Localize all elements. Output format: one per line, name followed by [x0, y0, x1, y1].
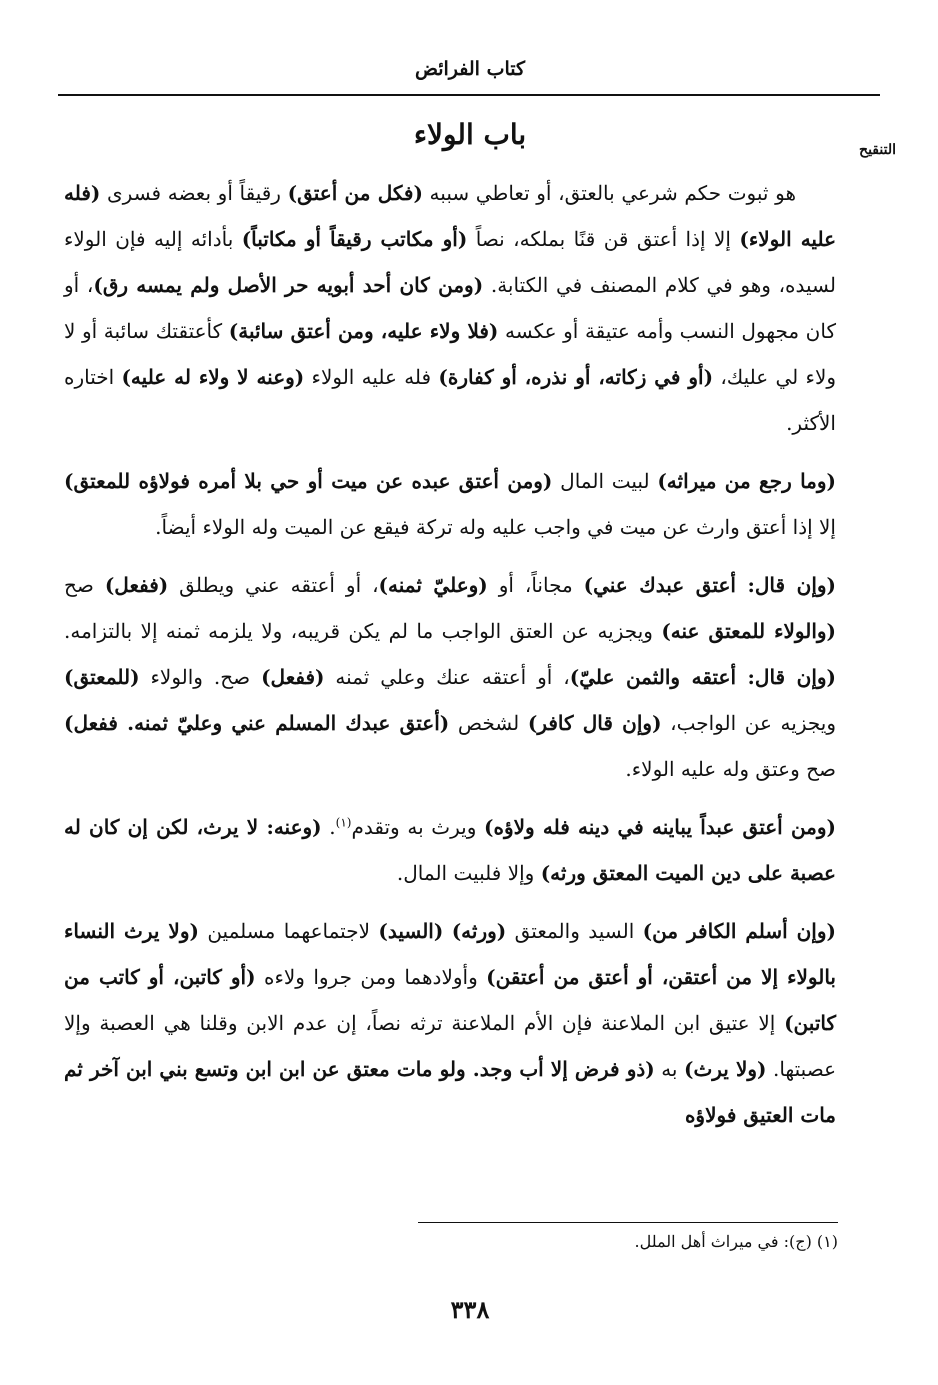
- bold-run: (فلا ولاء عليه، ومن أعتق سائبة): [228, 319, 499, 343]
- text-run: ويرث به وتقدم: [351, 815, 484, 839]
- bold-run: (وعنه لا ولاء له عليه): [121, 365, 305, 389]
- text-run: لاجتماعهما مسلمين: [198, 919, 379, 943]
- bold-run: (ذو فرض إلا أب وجد. ولو مات معتق عن ابن ابن وتسع بني ابن آخر ثم مات العتيق فولاؤه: [64, 1057, 836, 1127]
- text-run: فله عليه الولاء: [304, 365, 439, 389]
- paragraph: [64, 562, 836, 792]
- bold-run: (أعتق عبدك المسلم عني وعليّ ثمنه. ففعل): [64, 711, 450, 735]
- paragraph: [64, 908, 836, 1138]
- text-run: ، أو كان مجهول النسب وأمه عتيقة أو عكسه: [64, 273, 836, 343]
- bold-run: (وعليّ ثمنه): [378, 573, 488, 597]
- running-header: كتاب الفرائض: [414, 58, 526, 80]
- text-run: مجاناً، أو: [487, 573, 584, 597]
- text-run: رقيقاً أو بعضه فسرى: [100, 181, 288, 205]
- text-run: ، أو أعتقه عنك وعلي ثمنه: [324, 665, 570, 689]
- bold-run: (ففعل): [104, 573, 169, 597]
- text-run: اختاره الأكثر.: [64, 365, 836, 435]
- footnote-ref: (١): [335, 815, 352, 830]
- bold-run: (ومن أعتق عبداً يباينه في دينه فله ولاؤه): [484, 815, 837, 839]
- bold-run: (فكل من أعتق): [287, 181, 423, 205]
- page-number: ٣٣٨: [450, 1295, 490, 1324]
- text-run: وأولادهما ومن جروا ولاءه: [255, 965, 487, 989]
- bold-run: (وإن قال كافر): [527, 711, 662, 735]
- text-run: ، أو أعتقه عني ويطلق: [168, 573, 379, 597]
- bold-run: (ولا يرث النساء بالولاء إلا من أعتقن، أو أعتق من أعتقن): [64, 919, 836, 989]
- bold-run: (أو في زكاته، أو نذره، أو كفارة): [438, 365, 714, 389]
- paragraph: [64, 804, 836, 896]
- bold-run: (السيد): [378, 919, 444, 943]
- text-run: إلا إذا أعتق قن قنًا بملكه، نصاً: [467, 227, 740, 251]
- text-run: .: [321, 815, 336, 839]
- text-run: [443, 919, 451, 943]
- bold-run: (ومن كان أحد أبويه حر الأصل ولم يمسه رق): [93, 273, 484, 297]
- bold-run: (ولا يرث): [683, 1057, 767, 1081]
- text-run: السيد والمعتق: [506, 919, 643, 943]
- footnote-divider: [418, 1222, 838, 1223]
- header-divider: [58, 94, 880, 96]
- bold-run: (للمعتق): [64, 665, 140, 689]
- bold-run: (وإن أسلم الكافر من): [642, 919, 836, 943]
- bold-run: (أو مكاتب رقيقاً أو مكاتباً): [241, 227, 468, 251]
- text-run: وإلا فلبيت المال.: [396, 861, 541, 885]
- chapter-title: باب الولاء: [413, 118, 527, 151]
- text-run: كأعتقتك سائبة أو لا ولاء لي عليك،: [64, 319, 837, 389]
- bold-run: (أو كاتبن، أو كاتب من كاتبن): [64, 965, 836, 1035]
- text-run: به: [654, 1057, 684, 1081]
- text-run: إلا عتيق ابن الملاعنة فإن الأم الملاعنة ترثه نصاً، إن عدم الابن وقلنا هي العصبة وإلا عصبتها.: [64, 1011, 836, 1081]
- text-run: ويجزيه عن الواجب،: [661, 711, 837, 735]
- text-run: هو ثبوت حكم شرعي بالعتق، أو تعاطي سببه: [422, 181, 796, 205]
- text-run: لبيت المال: [552, 469, 658, 493]
- bold-run: (والولاء للمعتق عنه): [661, 619, 836, 643]
- text-run: إلا إذا أعتق وارث عن ميت في واجب عليه وله تركة فيقع عن الميت وله الولاء أيضاً.: [155, 515, 836, 539]
- text-run: صح. والولاء: [139, 665, 262, 689]
- text-run: لشخص: [449, 711, 528, 735]
- paragraph: [64, 458, 836, 550]
- bold-run: (ففعل): [261, 665, 325, 689]
- bold-run: (وعنه: لا يرث، لكن إن كان له عصبة على دين الميت المعتق ورثه): [64, 815, 836, 885]
- bold-run: (وما رجع من ميراثه): [657, 469, 837, 493]
- text-run: بأدائه إليه فإن الولاء لسيده، وهو في كلام المصنف في الكتابة.: [64, 227, 836, 297]
- paragraph: [64, 170, 836, 446]
- bold-run: (وإن قال: أعتق عبدك عني): [583, 573, 836, 597]
- text-run: ويجزيه عن العتق الواجب ما لم يكن قريبه، ولا يلزمه ثمنه إلا بالتزامه.: [64, 619, 662, 643]
- text-run: صح وعتق وله عليه الولاء.: [625, 757, 836, 781]
- bold-run: (فله عليه الولاء): [64, 181, 837, 251]
- bold-run: (ومن أعتق عبده عن ميت أو حي بلا أمره فولاؤه للمعتق): [64, 469, 553, 493]
- side-label: التنقيح: [859, 142, 896, 158]
- bold-run: (ورثه): [451, 919, 507, 943]
- footnote: (١) (ج): في ميراث أهل الملل.: [634, 1232, 838, 1251]
- bold-run: (وإن قال: أعتقه والثمن عليّ): [569, 665, 837, 689]
- text-run: صح: [64, 573, 105, 597]
- body-text: [64, 170, 836, 1150]
